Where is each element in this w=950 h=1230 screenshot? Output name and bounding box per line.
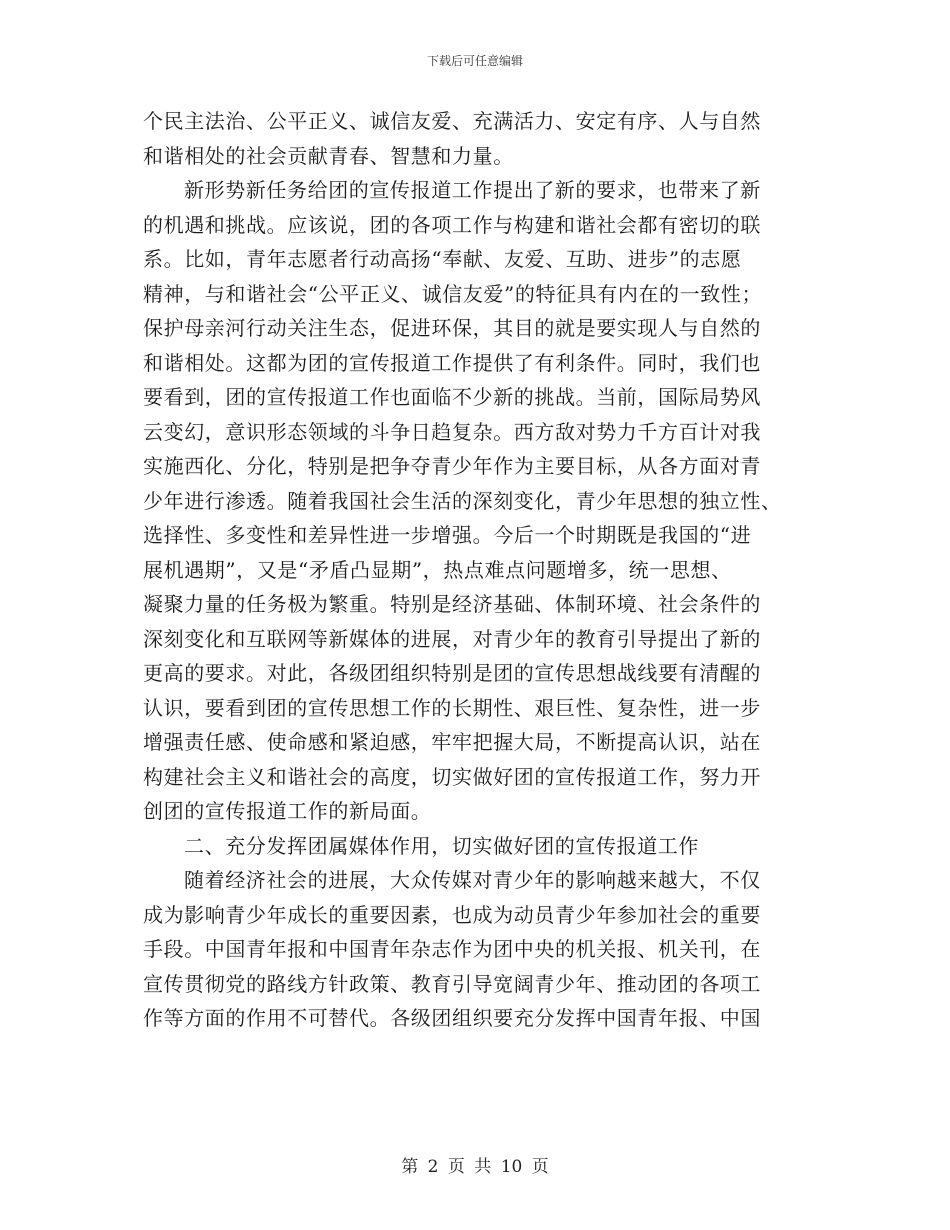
text-line: 少年进行渗透。随着我国社会生活的深刻变化，青少年思想的独立性、 [143,488,782,513]
text-line: 实施西化、分化，特别是把争夺青少年作为主要目标，从各方面对青 [143,454,761,478]
text-line: 宣传贯彻党的路线方针政策、教育引导宽阔青少年、推动团的各项工 [143,971,761,996]
page-footer: 第 2 页 共 10 页 [401,1157,549,1177]
text-line: 要看到，团的宣传报道工作也面临不少新的挑战。当前，国际局势风 [143,385,761,409]
text-line: 作等方面的作用不可替代。各级团组织要充分发挥中国青年报、中国 [143,1006,761,1030]
section-heading: 二、充分发挥团属媒体作用，切实做好团的宣传报道工作 [184,833,699,858]
text-line: 增强责任感、使命感和紧迫感，牢牢把握大局，不断提高认识，站在 [143,730,761,754]
text-line: 系。比如，青年志愿者行动高扬“奉献、友爱、互助、进步”的志愿 [143,247,742,271]
text-line: 和谐相处。这都为团的宣传报道工作提供了有利条件。同时，我们也 [143,350,761,375]
text-line: 随着经济社会的进展，大众传媒对青少年的影响越来越大，不仅 [184,868,761,892]
text-line: 成为影响青少年成长的重要因素，也成为动员青少年参加社会的重要 [143,902,761,927]
page-header: 下载后可任意编辑 [426,54,523,68]
text-line: 的机遇和挑战。应该说，团的各项工作与构建和谐社会都有密切的联 [143,212,761,237]
text-line: 选择性、多变性和差异性进一步增强。今后一个时期既是我国的“进 [143,523,752,547]
text-line: 精神，与和谐社会“公平正义、诚信友爱”的特征具有内在的一致性； [143,281,763,306]
text-line: 和谐相处的社会贡献青春、智慧和力量。 [143,143,514,168]
text-line: 更高的要求。对此，各级团组织特别是团的宣传思想战线要有清醒的 [143,661,761,685]
text-line: 展机遇期”，又是“矛盾凸显期”，热点难点问题增多，统一思想、 [143,557,732,582]
text-line: 构建社会主义和谐社会的高度，切实做好团的宣传报道工作，努力开 [143,764,761,789]
text-line: 手段。中国青年报和中国青年杂志作为团中央的机关报、机关刊，在 [143,937,761,961]
text-line: 云变幻，意识形态领域的斗争日趋复杂。西方敌对势力千方百计对我 [143,419,761,444]
text-line: 新形势新任务给团的宣传报道工作提出了新的要求，也带来了新 [184,178,761,202]
text-line: 认识，要看到团的宣传思想工作的长期性、艰巨性、复杂性，进一步 [143,695,761,720]
text-line: 保护母亲河行动关注生态，促进环保，其目的就是要实现人与自然的 [143,316,761,340]
text-line: 凝聚力量的任务极为繁重。特别是经济基础、体制环境、社会条件的 [143,592,761,616]
text-line: 创团的宣传报道工作的新局面。 [143,799,432,823]
text-line: 深刻变化和互联网等新媒体的进展，对青少年的教育引导提出了新的 [143,626,761,651]
body-text [143,104,807,1036]
text-line: 个民主法治、公平正义、诚信友爱、充满活力、安定有序、人与自然 [143,109,761,133]
